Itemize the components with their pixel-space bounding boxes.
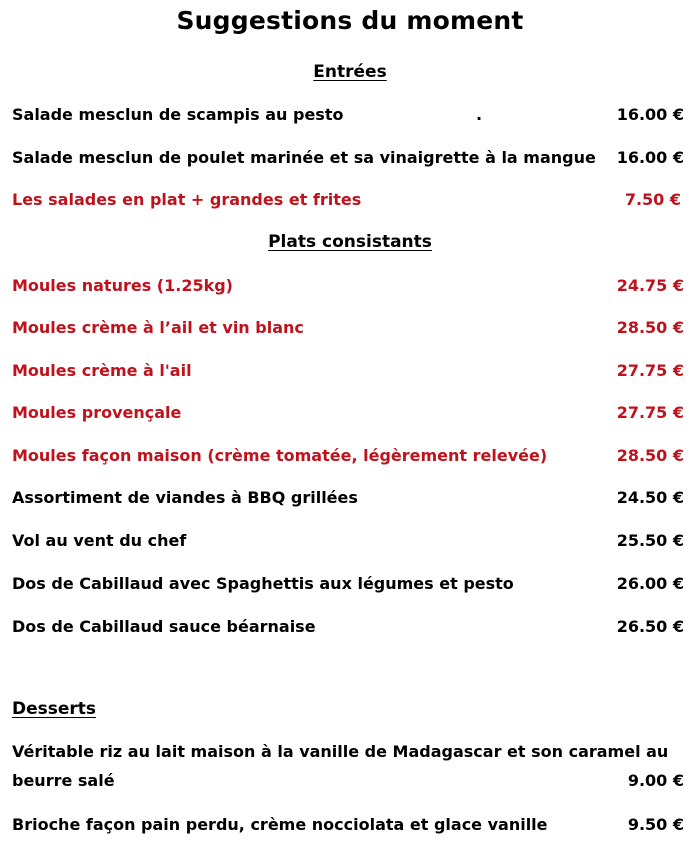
- item-price: 26.50 €: [616, 617, 684, 636]
- section-heading-plats: Plats consistants: [268, 232, 432, 252]
- item-price: 28.50 €: [616, 318, 684, 337]
- menu-item-cabillaud-bearnaise: [12, 614, 684, 640]
- item-price: 9.00 €: [627, 771, 684, 790]
- item-name: Brioche façon pain perdu, crème nocciolata et glace vanille: [12, 815, 548, 834]
- menu-item-moules-natures: [12, 273, 684, 299]
- item-name: Salade mesclun de poulet marinée et sa vinaigrette à la mangue: [12, 148, 596, 167]
- menu-item-riz-au-lait: [12, 739, 684, 795]
- item-price: 16.00 €: [616, 105, 684, 124]
- item-name-line1: Véritable riz au lait maison à la vanille de Madagascar et son caramel au: [12, 742, 669, 761]
- item-name: Moules crème à l’ail et vin blanc: [12, 318, 304, 337]
- item-price: 27.75 €: [616, 403, 684, 422]
- item-name: Moules provençale: [12, 403, 182, 422]
- item-stray-mark: .: [476, 105, 483, 124]
- item-name: Moules crème à l'ail: [12, 361, 192, 380]
- item-price: 26.00 €: [616, 574, 684, 593]
- item-price: 7.50 €: [624, 190, 681, 209]
- item-name-line2: beurre salé: [12, 771, 115, 790]
- menu-item-moules-ail: [12, 358, 684, 384]
- item-name: Salade mesclun de scampis au pesto: [12, 105, 344, 124]
- menu-item-cabillaud-spaghettis: [12, 571, 684, 597]
- item-price: 24.75 €: [616, 276, 684, 295]
- menu-item-salades-plat: [12, 187, 684, 213]
- menu-item-viandes-bbq: [12, 485, 684, 511]
- item-name: Vol au vent du chef: [12, 531, 187, 550]
- menu-item-poulet: [12, 145, 684, 171]
- menu-item-moules-ail-vin: [12, 315, 684, 341]
- menu-title: Suggestions du moment: [176, 6, 524, 35]
- item-price: 25.50 €: [616, 531, 684, 550]
- section-heading-entrees: Entrées: [313, 62, 387, 82]
- section-heading-desserts: Desserts: [12, 699, 97, 719]
- item-price: 9.50 €: [627, 815, 684, 834]
- item-name: Dos de Cabillaud sauce béarnaise: [12, 617, 316, 636]
- item-price: 16.00 €: [616, 148, 684, 167]
- menu-item-brioche: [12, 812, 684, 838]
- item-price: 24.50 €: [616, 488, 684, 507]
- item-name: Les salades en plat + grandes et frites: [12, 190, 362, 209]
- item-name: Moules natures (1.25kg): [12, 276, 233, 295]
- item-name: Moules façon maison (crème tomatée, légèrement relevée): [12, 446, 548, 465]
- item-name: Assortiment de viandes à BBQ grillées: [12, 488, 358, 507]
- item-price: 27.75 €: [616, 361, 684, 380]
- menu-item-moules-provencale: [12, 400, 684, 426]
- menu-item-moules-maison: [12, 443, 684, 469]
- item-price: 28.50 €: [616, 446, 684, 465]
- menu-item-vol-au-vent: [12, 528, 684, 554]
- menu-item-scampis: [12, 102, 684, 128]
- item-name: Dos de Cabillaud avec Spaghettis aux légumes et pesto: [12, 574, 514, 593]
